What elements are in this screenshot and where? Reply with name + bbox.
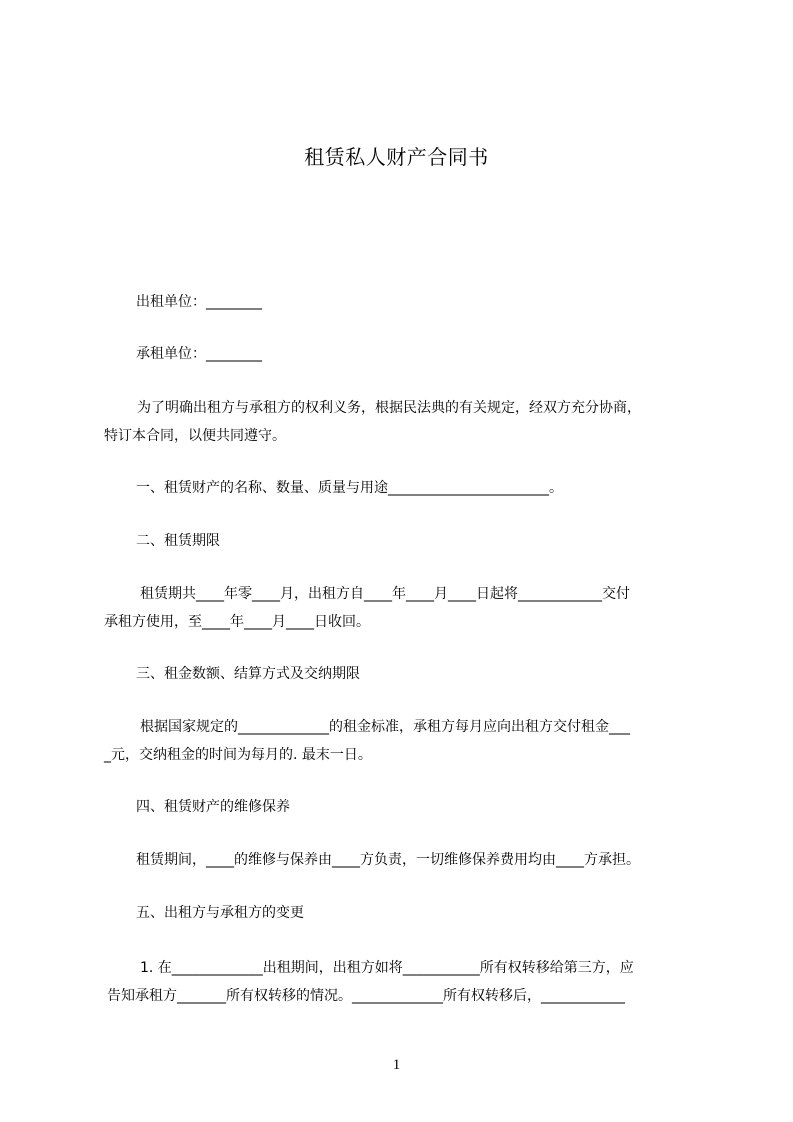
section-3-line-1: 根据国家规定的_____________的租金标准，承租方每月应向出租方交付租金___ bbox=[140, 719, 630, 735]
section-5-heading: 五、出租方与承租方的变更 bbox=[136, 905, 304, 921]
section-3-line-2: _元，交纳租金的时间为每月的. 最末一日。 bbox=[104, 747, 372, 763]
preamble-line-2: 特订本合同，以便共同遵守。 bbox=[104, 428, 286, 444]
document-title: 租赁私人财产合同书 bbox=[304, 145, 489, 169]
section-4-line-1: 租赁期间，____的维修与保养由____方负责，一切维修保养费用均由____方承担。 bbox=[136, 852, 640, 868]
preamble-line-1: 为了明确出租方与承租方的权利义务，根据民法典的有关规定，经双方充分协商， bbox=[137, 400, 641, 416]
section-5-item-1-line-1: 1. 在_____________出租期间，出租方如将___________所有权转移给第三方，应 bbox=[140, 960, 634, 976]
section-5-item-1-line-2: 告知承租方_______所有权转移的情况。_____________所有权转移后，____________ bbox=[107, 988, 625, 1004]
section-3-heading: 三、租金数额、结算方式及交纳期限 bbox=[136, 666, 360, 682]
section-2-heading: 二、租赁期限 bbox=[136, 533, 220, 549]
section-1-heading: 一、租赁财产的名称、数量、质量与用途_______________________。 bbox=[136, 480, 563, 496]
lessor-line: 出租单位：________ bbox=[136, 294, 262, 310]
page-number: 1 bbox=[392, 1057, 401, 1073]
section-2-line-1: 租赁期共____年零____月，出租方自____年____月____日起将____________交付 bbox=[140, 586, 630, 602]
section-2-line-2: 承租方使用，至____年____月____日收回。 bbox=[104, 614, 370, 630]
section-4-heading: 四、租赁财产的维修保养 bbox=[136, 799, 290, 815]
lessee-line: 承租单位：________ bbox=[136, 346, 262, 362]
